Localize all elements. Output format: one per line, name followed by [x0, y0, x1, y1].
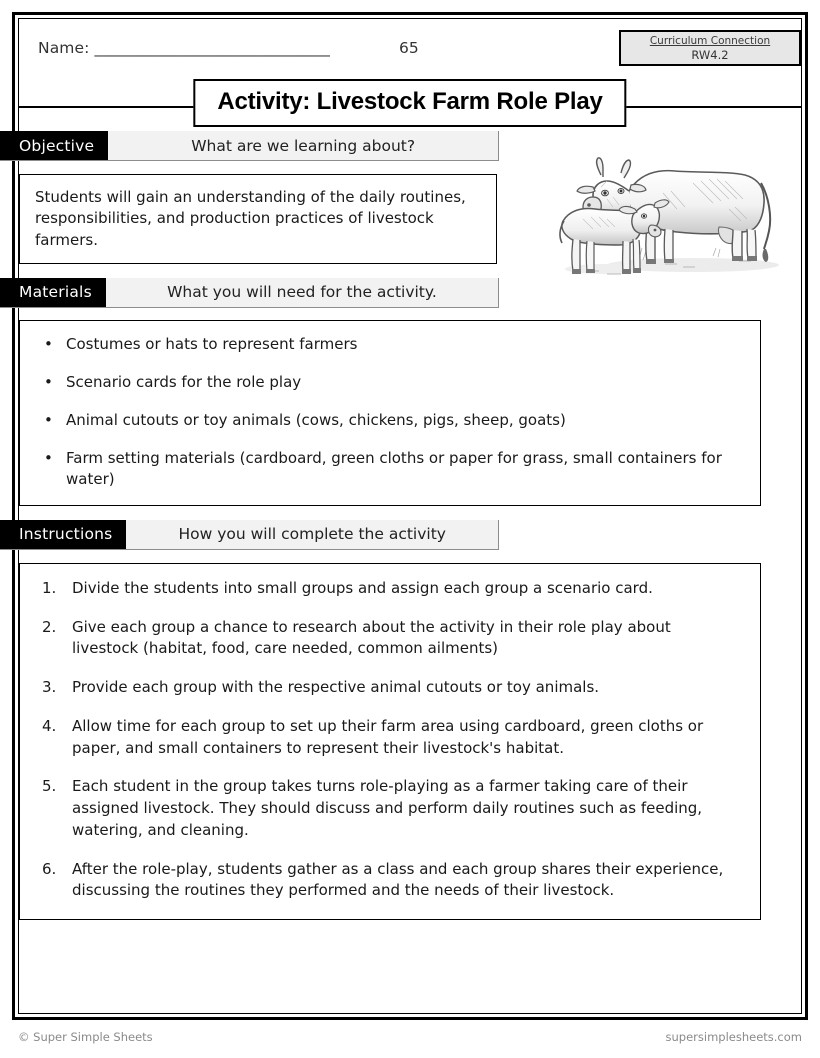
page-number: 65	[399, 39, 419, 57]
step-text: Provide each group with the respective animal cutouts or toy animals.	[72, 678, 600, 697]
objective-tab-bar	[0, 131, 499, 161]
list-item	[36, 410, 744, 431]
list-item	[32, 578, 744, 600]
name-field-label[interactable]: Name: ______________________________	[38, 39, 330, 57]
materials-tab-description: What you will need for the activity.	[106, 278, 498, 307]
bullet-icon: •	[44, 448, 53, 467]
bullet-icon: •	[44, 334, 53, 353]
list-item	[32, 776, 744, 841]
step-number: 3.	[42, 678, 57, 697]
materials-list-box	[19, 320, 761, 506]
instructions-section	[19, 520, 801, 920]
instructions-list-box	[19, 563, 761, 920]
step-number: 5.	[42, 777, 57, 796]
title-band	[19, 79, 801, 131]
step-text: Give each group a chance to research about the activity in their role play about livestock (habitat, food, care needed, common ailments)	[72, 617, 671, 658]
materials-section	[19, 278, 801, 506]
material-text: Farm setting materials (cardboard, green cloths or paper for grass, small containers for water)	[66, 448, 722, 488]
instructions-tab-label: Instructions	[0, 520, 126, 549]
curriculum-connection-badge	[619, 30, 801, 66]
website-url[interactable]: supersimplesheets.com	[665, 1030, 802, 1044]
materials-tab-bar	[0, 278, 499, 308]
objective-tab-description: What are we learning about?	[108, 131, 498, 160]
page-content	[19, 19, 801, 1013]
objective-text: Students will gain an understanding of the daily routines, responsibilities, and production practices of livestock farmers.	[35, 188, 466, 249]
material-text: Costumes or hats to represent farmers	[66, 334, 358, 353]
worksheet-header	[19, 19, 801, 77]
list-item	[32, 859, 744, 903]
copyright-text: © Super Simple Sheets	[18, 1030, 153, 1044]
step-number: 6.	[42, 859, 57, 878]
step-text: Divide the students into small groups and assign each group a scenario card.	[72, 578, 653, 597]
list-item	[36, 372, 744, 393]
instructions-tab-description: How you will complete the activity	[126, 520, 498, 549]
list-item	[32, 677, 744, 699]
curriculum-connection-title: Curriculum Connection	[649, 35, 771, 47]
step-text: Allow time for each group to set up their farm area using cardboard, green cloths or paper, and small containers to represent their livestock's habitat.	[72, 716, 704, 757]
objective-section	[19, 131, 801, 264]
instructions-tab-bar	[0, 520, 499, 550]
curriculum-connection-code: RW4.2	[691, 48, 729, 63]
materials-tab-label: Materials	[0, 278, 106, 307]
page-footer	[12, 1030, 808, 1044]
list-item	[36, 448, 744, 490]
list-item	[32, 716, 744, 760]
bullet-icon: •	[44, 372, 53, 391]
material-text: Animal cutouts or toy animals (cows, chickens, pigs, sheep, goats)	[66, 410, 566, 429]
step-text: Each student in the group takes turns role-playing as a farmer taking care of their assigned livestock. They should discuss and perform daily routines such as feeding, watering, and cleaning.	[72, 777, 703, 839]
page-title: Activity: Livestock Farm Role Play	[217, 88, 603, 115]
objective-body-box	[19, 174, 497, 264]
bullet-icon: •	[44, 410, 53, 429]
objective-tab-label: Objective	[0, 131, 108, 160]
title-box	[193, 79, 626, 127]
step-number: 1.	[42, 578, 57, 597]
step-number: 2.	[42, 617, 57, 636]
step-text: After the role-play, students gather as a class and each group shares their experience, discussing the routines they performed and the needs of their livestock.	[72, 859, 724, 900]
list-item	[36, 334, 744, 355]
step-number: 4.	[42, 716, 57, 735]
material-text: Scenario cards for the role play	[66, 372, 302, 391]
list-item	[32, 617, 744, 661]
